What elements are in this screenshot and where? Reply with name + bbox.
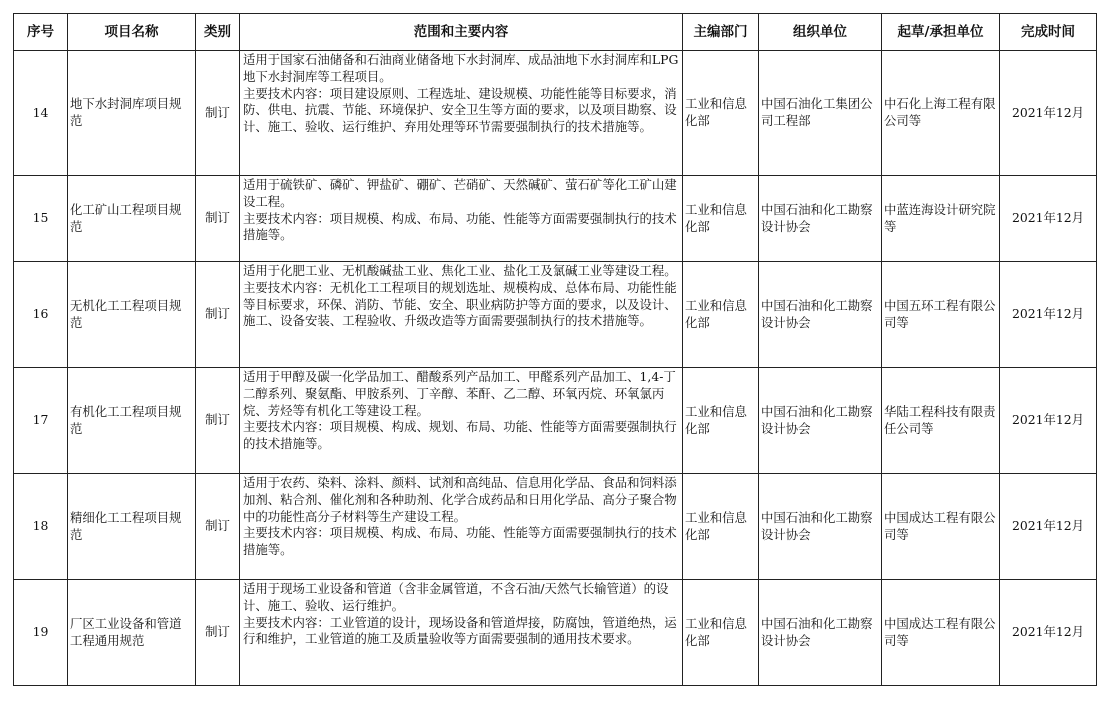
- cell-dept: 工业和信息化部: [683, 51, 759, 176]
- cell-org: 中国石油和化工勘察设计协会: [759, 474, 882, 580]
- cell-time: 2021年12月: [1000, 262, 1097, 368]
- cell-drafter: 中国成达工程有限公司等: [882, 580, 1000, 686]
- cell-time: 2021年12月: [1000, 580, 1097, 686]
- col-header-category: 类别: [196, 14, 240, 51]
- cell-name: 精细化工工程项目规范: [68, 474, 196, 580]
- cell-dept: 工业和信息化部: [683, 176, 759, 262]
- cell-no: 17: [14, 368, 68, 474]
- header-row: [14, 14, 1097, 51]
- cell-scope: 适用于国家石油储备和石油商业储备地下水封洞库、成品油地下水封洞库和LPG地下水封洞库等工程项目。 主要技术内容：项目建设原则、工程选址、建设规模、功能性能等目标要求，消防、供电、抗震、节能、环境保护、安全卫生等方面的要求，以及项目勘察、设计、施工、验收、运行维护、弃用处理等环节需要强制执行的技术措施等。: [240, 51, 683, 176]
- col-header-drafter: 起草/承担单位: [882, 14, 1000, 51]
- cell-drafter: 华陆工程科技有限责任公司等: [882, 368, 1000, 474]
- cell-scope: 适用于硫铁矿、磷矿、钾盐矿、硼矿、芒硝矿、天然碱矿、萤石矿等化工矿山建设工程。 主要技术内容：项目规模、构成、布局、功能、性能等方面需要强制执行的技术措施等。: [240, 176, 683, 262]
- table-row: [14, 474, 1097, 580]
- cell-drafter: 中国成达工程有限公司等: [882, 474, 1000, 580]
- cell-category: 制订: [196, 51, 240, 176]
- cell-org: 中国石油和化工勘察设计协会: [759, 262, 882, 368]
- cell-no: 19: [14, 580, 68, 686]
- cell-scope: 适用于农药、染料、涂料、颜料、试剂和高纯品、信息用化学品、食品和饲料添加剂、粘合剂、催化剂和各种助剂、化学合成药品和日用化学品、高分子聚合物中的功能性高分子材料等生产建设工程。 主要技术内容：项目规模、构成、布局、功能、性能等方面需要强制执行的技术措施等。: [240, 474, 683, 580]
- table-row: [14, 51, 1097, 176]
- col-header-no: 序号: [14, 14, 68, 51]
- cell-org: 中国石油和化工勘察设计协会: [759, 176, 882, 262]
- cell-name: 无机化工工程项目规范: [68, 262, 196, 368]
- col-header-dept: 主编部门: [683, 14, 759, 51]
- col-header-time: 完成时间: [1000, 14, 1097, 51]
- cell-no: 14: [14, 51, 68, 176]
- cell-dept: 工业和信息化部: [683, 368, 759, 474]
- table-row: [14, 262, 1097, 368]
- cell-scope: 适用于化肥工业、无机酸碱盐工业、焦化工业、盐化工及氯碱工业等建设工程。主要技术内容：无机化工工程项目的规划选址、规模构成、总体布局、功能性能等目标要求，环保、消防、节能、安全、职业病防护等方面的要求，以及设计、施工、设备安装、工程验收、升级改造等方面需要强制执行的技术措施等。: [240, 262, 683, 368]
- cell-drafter: 中石化上海工程有限公司等: [882, 51, 1000, 176]
- cell-scope: 适用于现场工业设备和管道（含非金属管道，不含石油/天然气长输管道）的设计、施工、验收、运行维护。 主要技术内容：工业管道的设计，现场设备和管道焊接，防腐蚀，管道绝热，运行和维护，工业管道的施工及质量验收等方面需要强制的通用技术要求。: [240, 580, 683, 686]
- cell-time: 2021年12月: [1000, 368, 1097, 474]
- cell-name: 厂区工业设备和管道工程通用规范: [68, 580, 196, 686]
- table-row: [14, 176, 1097, 262]
- table-row: [14, 368, 1097, 474]
- cell-dept: 工业和信息化部: [683, 580, 759, 686]
- cell-org: 中国石油和化工勘察设计协会: [759, 580, 882, 686]
- cell-name: 化工矿山工程项目规范: [68, 176, 196, 262]
- cell-category: 制订: [196, 176, 240, 262]
- cell-name: 地下水封洞库项目规范: [68, 51, 196, 176]
- col-header-org: 组织单位: [759, 14, 882, 51]
- cell-no: 16: [14, 262, 68, 368]
- col-header-name: 项目名称: [68, 14, 196, 51]
- cell-name: 有机化工工程项目规范: [68, 368, 196, 474]
- cell-time: 2021年12月: [1000, 474, 1097, 580]
- col-header-scope: 范围和主要内容: [240, 14, 683, 51]
- cell-time: 2021年12月: [1000, 51, 1097, 176]
- cell-time: 2021年12月: [1000, 176, 1097, 262]
- cell-category: 制订: [196, 368, 240, 474]
- standards-table: [13, 13, 1097, 686]
- cell-drafter: 中蓝连海设计研究院等: [882, 176, 1000, 262]
- cell-dept: 工业和信息化部: [683, 474, 759, 580]
- cell-scope: 适用于甲醇及碳一化学品加工、醋酸系列产品加工、甲醛系列产品加工、1,4-丁二醇系列、聚氨酯、甲胺系列、丁辛醇、苯酐、乙二醇、环氧丙烷、环氧氯丙烷、芳烃等有机化工等建设工程。 主要技术内容：项目规模、构成、规划、布局、功能、性能等方面需要强制执行的技术措施等。: [240, 368, 683, 474]
- cell-category: 制订: [196, 580, 240, 686]
- cell-no: 15: [14, 176, 68, 262]
- cell-org: 中国石油化工集团公司工程部: [759, 51, 882, 176]
- cell-drafter: 中国五环工程有限公司等: [882, 262, 1000, 368]
- cell-category: 制订: [196, 474, 240, 580]
- cell-category: 制订: [196, 262, 240, 368]
- table-row: [14, 580, 1097, 686]
- cell-dept: 工业和信息化部: [683, 262, 759, 368]
- cell-no: 18: [14, 474, 68, 580]
- cell-org: 中国石油和化工勘察设计协会: [759, 368, 882, 474]
